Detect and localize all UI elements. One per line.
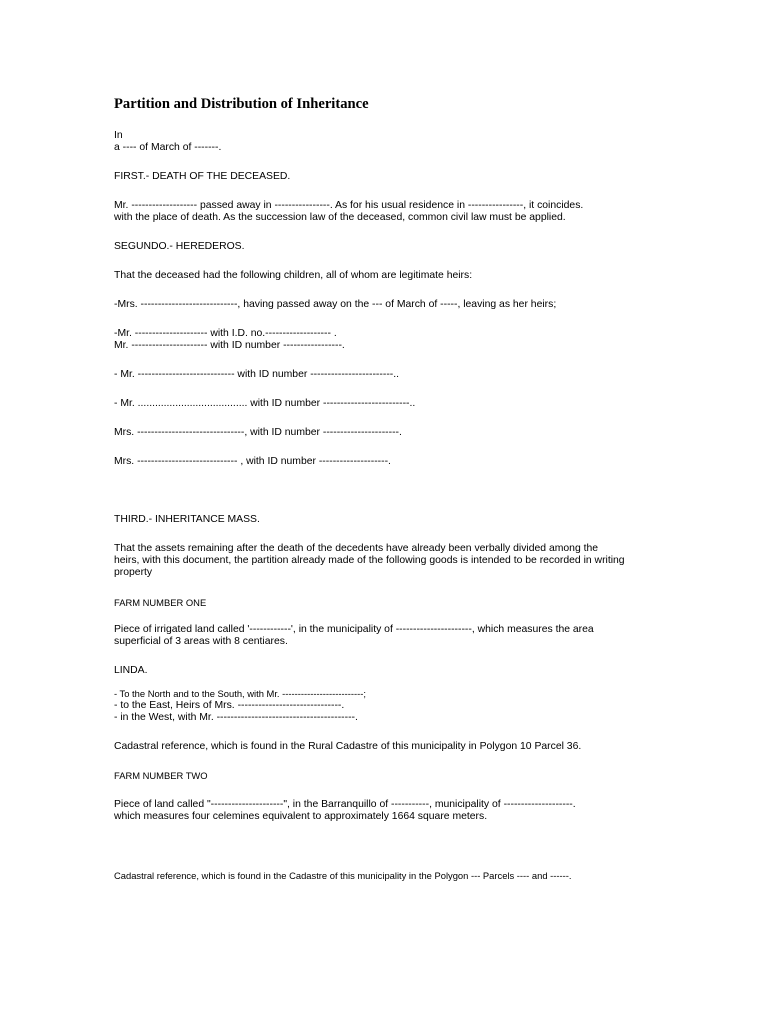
section-second-heading: SEGUNDO.- HEREDEROS. [114,241,245,252]
farm-one-boundary-2: - to the East, Heirs of Mrs. ------------------------------. [114,700,345,711]
section-third-para-line-1: That the assets remaining after the death of the decedents have already been verbally divided among the [114,543,599,554]
heir-entry-3: - Mr. ...................................... with ID number -------------------------.. [114,398,416,409]
farm-one-boundary-1: - To the North and to the South, with Mr. --------------------------; [114,688,366,699]
intro-line-1: In [114,130,123,141]
farm-one-desc-line-2: superficial of 3 areas with 8 centiares. [114,636,288,647]
heir-entry-5: Mrs. ----------------------------- , with ID number --------------------. [114,456,391,467]
farm-one-desc-line-1: Piece of irrigated land called '------------', in the municipality of ----------------------, which measures the area [114,624,594,635]
heir-sub-entry-1: -Mr. --------------------- with I.D. no.------------------- . [114,328,337,339]
farm-two-cadastral: Cadastral reference, which is found in the Cadastre of this municipality in the Polygon --- Parcels ---- and ------. [114,870,572,881]
section-first-line-1: Mr. ------------------- passed away in ----------------. As for his usual residence in ----------------, it coincides. [114,200,584,211]
heir-sub-entry-2: Mr. ---------------------- with ID number -----------------. [114,340,345,351]
heir-entry-1: -Mrs. ----------------------------, having passed away on the --- of March of -----, leaving as her heirs; [114,299,557,310]
section-third-para-line-2: heirs, with this document, the partition already made of the following goods is intended to be recorded in writing [114,555,625,566]
farm-one-linda: LINDA. [114,665,148,676]
heir-entry-2: - Mr. ---------------------------- with ID number ------------------------.. [114,369,400,380]
section-second-intro: That the deceased had the following children, all of whom are legitimate heirs: [114,270,473,281]
section-third-para-line-3: property [114,567,153,578]
document-title: Partition and Distribution of Inheritance [114,96,369,112]
farm-one-heading: FARM NUMBER ONE [114,597,207,608]
farm-two-heading: FARM NUMBER TWO [114,770,208,781]
section-first-heading: FIRST.- DEATH OF THE DECEASED. [114,171,291,182]
farm-one-cadastral: Cadastral reference, which is found in the Rural Cadastre of this municipality in Polygon 10 Parcel 36. [114,741,582,752]
section-third-heading: THIRD.- INHERITANCE MASS. [114,514,260,525]
section-first-line-2: with the place of death. As the succession law of the deceased, common civil law must be applied. [114,212,566,223]
farm-one-boundary-3: - in the West, with Mr. ----------------------------------------. [114,712,358,723]
farm-two-desc-line-1: Piece of land called "---------------------", in the Barranquillo of -----------, municipality of --------------------. [114,799,576,810]
intro-line-2: a ---- of March of -------. [114,142,222,153]
heir-entry-4: Mrs. -------------------------------, with ID number ----------------------. [114,427,402,438]
farm-two-desc-line-2: which measures four celemines equivalent to approximately 1664 square meters. [114,811,488,822]
